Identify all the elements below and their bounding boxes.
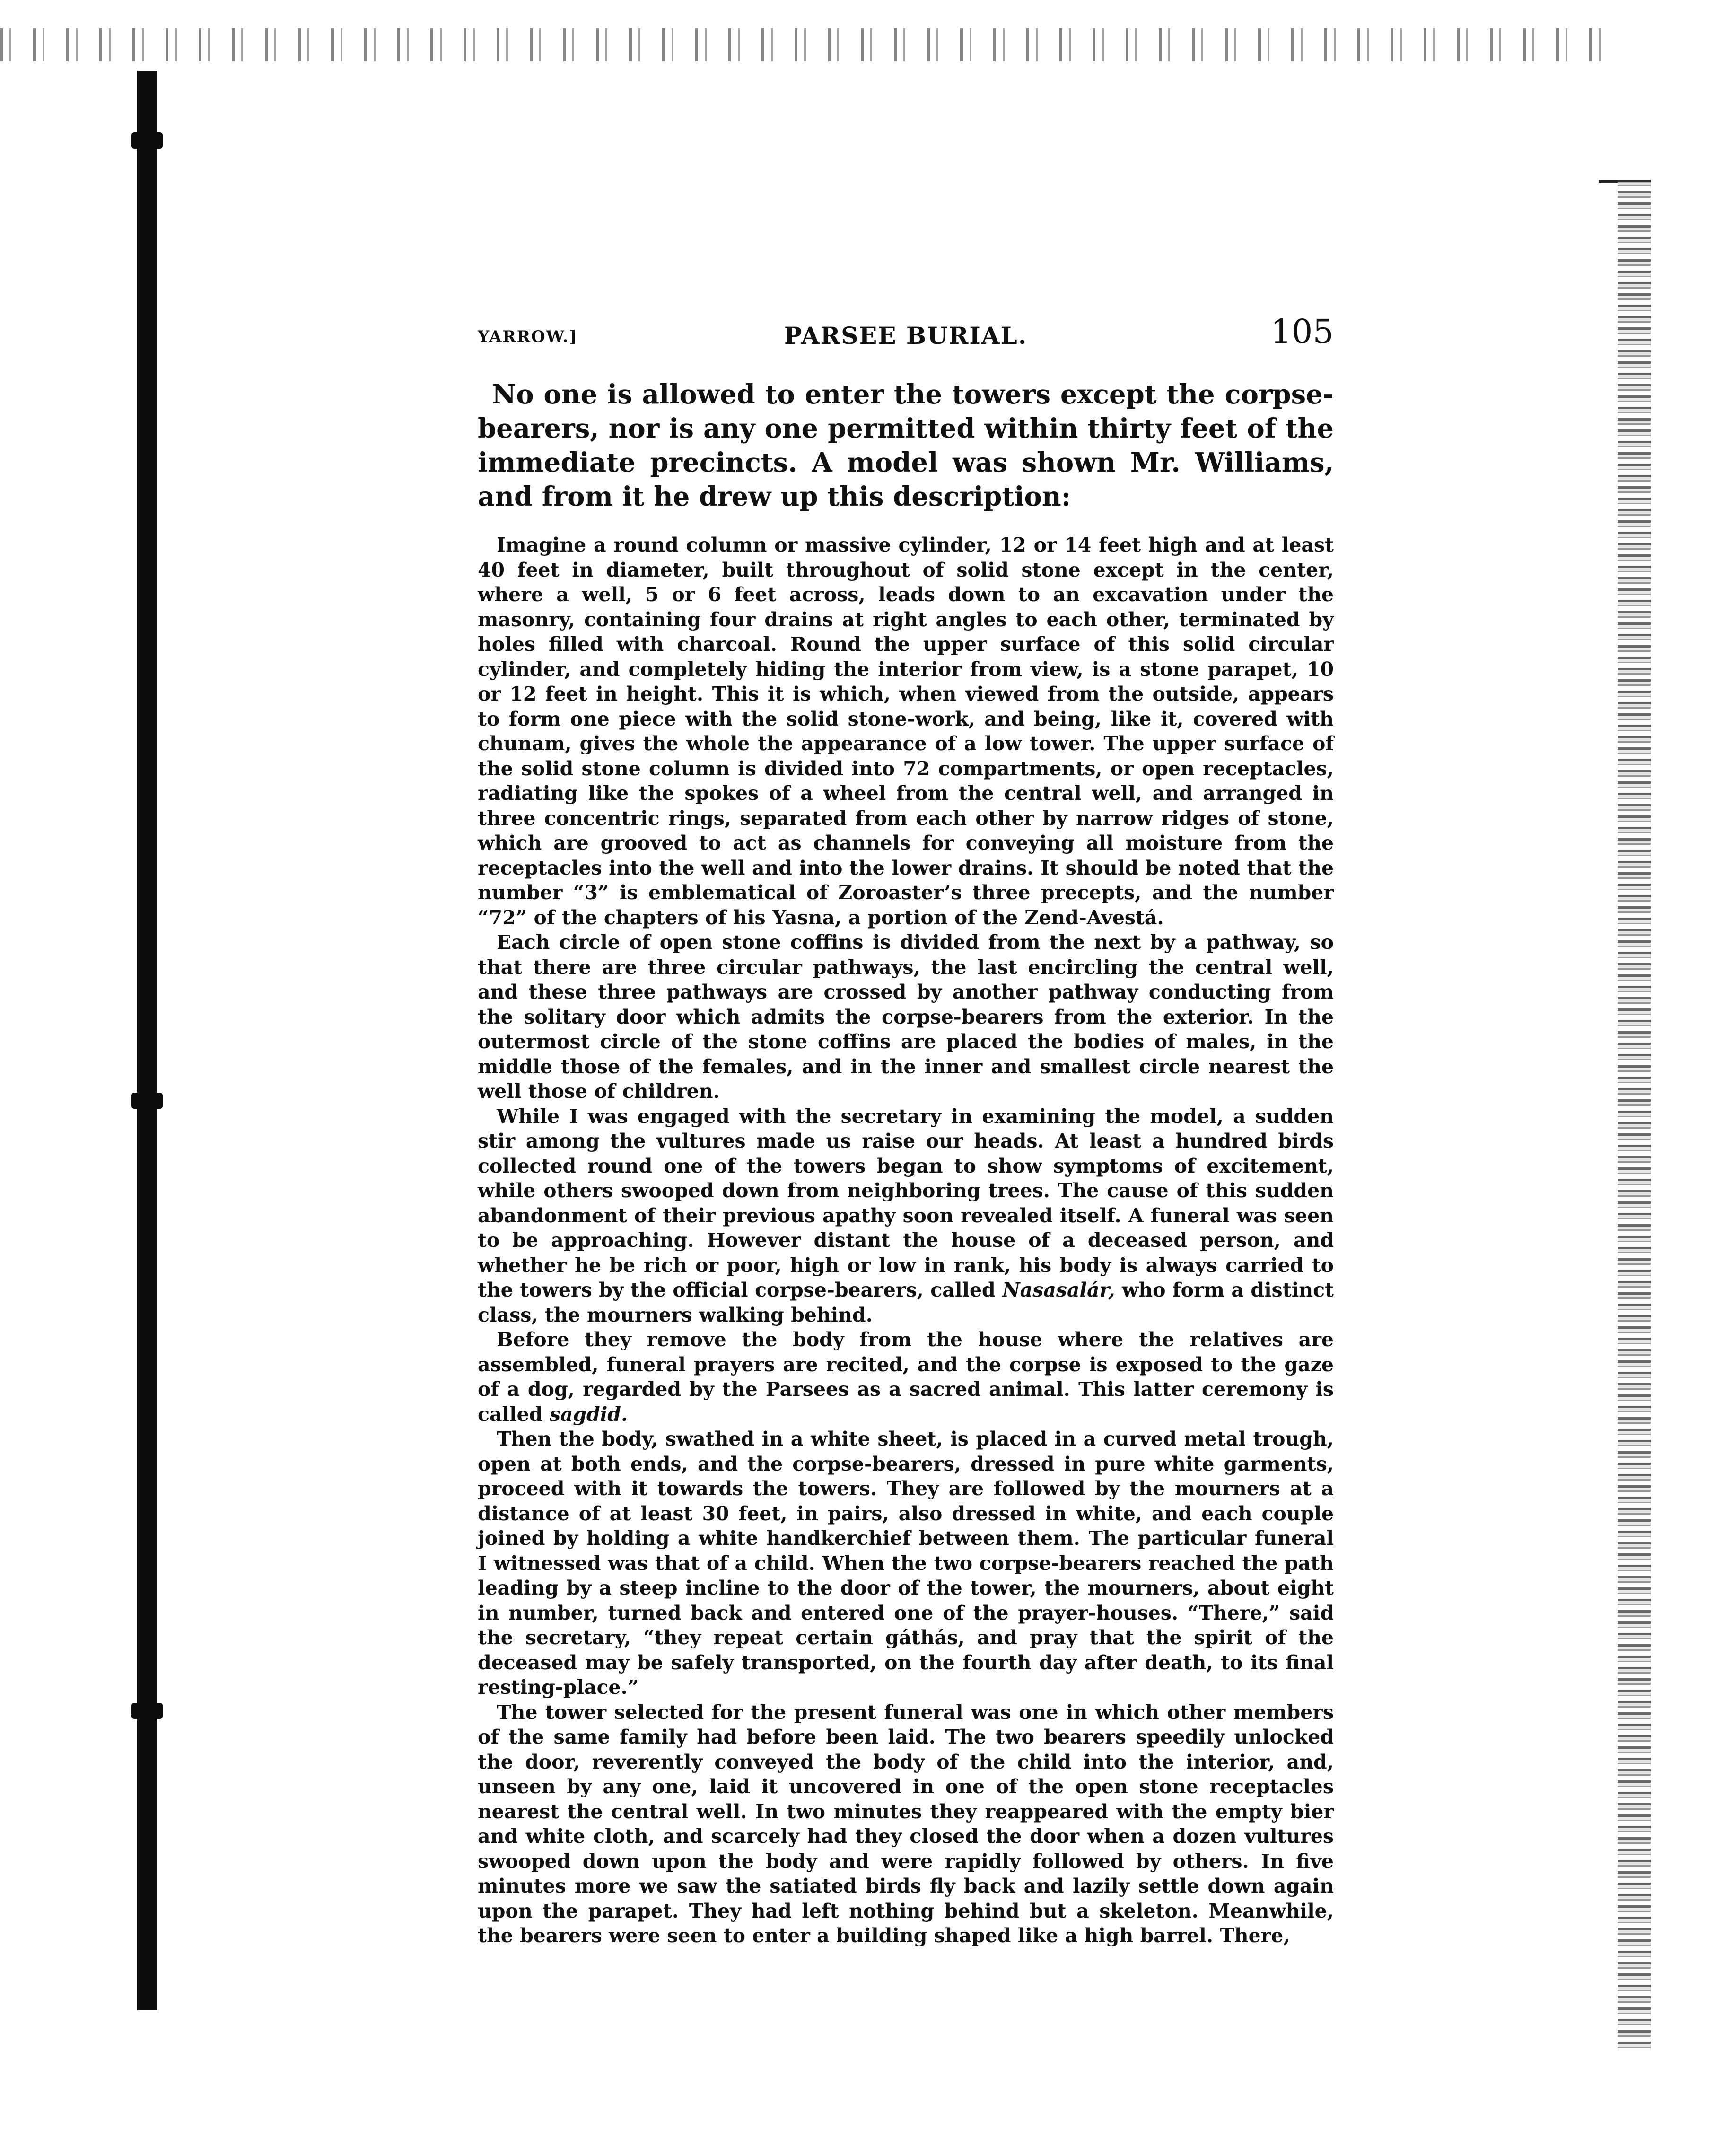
paragraph-4-text: Before they remove the body from the house where the relatives are assembled, funeral prayers are recited, and the corpse is exposed to the gaze of a dog, regarded by the Parsees as a sacred animal. This latter ceremony is called xyxy=(478,1328,1334,1426)
paragraph-5: Then the body, swathed in a white sheet, is placed in a curved metal trough, open at both ends, and the corpse-bearers, dressed in pure white garments, proceed with it towards the towers. They are followed by the mourners at a distance of at least 30 feet, in pairs, also dressed in white, and each couple joined by holding a white handkerchief between them. The particular funeral I witnessed was that of a child. When the two corpse-bearers reached the path leading by a steep incline to the door of the tower, the mourners, about eight in number, turned back and entered one of the prayer-houses. “There,” said the secretary, “they repeat certain gáthás, and pray that the spirit of the deceased may be safely transported, on the fourth day after death, to its final resting-place.” xyxy=(478,1428,1334,1699)
paragraph-3-text: While I was engaged with the secretary in examining the model, a sudden stir among the vultures made us raise our heads. At least a hundred birds collected round one of the towers began to show symptoms of excitement, while others swooped down from neighboring trees. The cause of this sudden abandonment of their previous apathy soon revealed itself. A funeral was seen to be approaching. However distant the house of a deceased person, and whether he be rich or poor, high or low in rank, his body is always carried to the towers by the official corpse-bearers, called xyxy=(478,1104,1334,1301)
scan-edge-right xyxy=(1618,180,1651,2048)
quoted-description xyxy=(478,533,1334,1948)
running-head-title: PARSEE BURIAL. xyxy=(784,322,1028,350)
lead-paragraph: No one is allowed to enter the towers except the corpse-bearers, nor is any one permitted within thirty feet of the immediate precincts. A model was shown Mr. Williams, and from it he drew up this description: xyxy=(478,379,1334,512)
term-nasasalar: Nasasalár, xyxy=(1002,1279,1115,1301)
binding-knob xyxy=(131,1703,163,1719)
paragraph-6: The tower selected for the present funeral was one in which other members of the same family had before been laid. The two bearers speedily unlocked the door, reverently conveyed the body of the child into the interior, and, unseen by any one, laid it uncovered in one of the open stone receptacles nearest the central well. In two minutes they reappeared with the empty bier and white cloth, and scarcely had they closed the door when a dozen vultures swooped down upon the body and were rapidly followed by others. In five minutes more we saw the satiated birds fly back and lazily settle down again upon the parapet. They had left nothing behind but a skeleton. Meanwhile, the bearers were seen to enter a building shaped like a high barrel. There, xyxy=(478,1700,1334,1947)
page-header xyxy=(478,312,1334,364)
binding-edge xyxy=(137,71,157,2010)
term-sagdid: sagdid. xyxy=(549,1402,628,1426)
binding-knob xyxy=(131,132,163,149)
page-number: 105 xyxy=(1270,312,1334,351)
running-head-author: YARROW.] xyxy=(478,327,578,346)
page-content xyxy=(478,312,1334,1948)
paragraph-2: Each circle of open stone coffins is divided from the next by a pathway, so that there are three circular pathways, the last encircling the central well, and these three pathways are crossed by another pathway conducting from the solitary door which admits the corpse-bearers from the exterior. In the outermost circle of the stone coffins are placed the bodies of males, in the middle those of the females, and in the inner and smallest circle nearest the well those of children. xyxy=(478,931,1334,1103)
paragraph-3 xyxy=(478,1104,1334,1328)
scan-noise-top xyxy=(0,28,1608,61)
paragraph-1: Imagine a round column or massive cylinder, 12 or 14 feet high and at least 40 feet in diameter, built throughout of solid stone except in the center, where a well, 5 or 6 feet across, leads down to an excavation under the masonry, containing four drains at right angles to each other, terminated by holes filled with charcoal. Round the upper surface of this solid circular cylinder, and completely hiding the interior from view, is a stone parapet, 10 or 12 feet in height. This it is which, when viewed from the outside, appears to form one piece with the solid stone-work, and being, like it, covered with chunam, gives the whole the appearance of a low tower. The upper surface of the solid stone column is divided into 72 compartments, or open receptacles, radiating like the spokes of a wheel from the central well, and arranged in three concentric rings, separated from each other by narrow ridges of stone, which are grooved to act as channels for conveying all moisture from the receptacles into the well and into the lower drains. It should be noted that the number “3” is emblematical of Zoroaster’s three precepts, and the number “72” of the chapters of his Yasna, a portion of the Zend-Avestá. xyxy=(478,534,1334,929)
binding-knob xyxy=(131,1093,163,1109)
paragraph-4 xyxy=(478,1327,1334,1427)
paragraph-3-end: who form a distinct class, the mourners walking behind. xyxy=(478,1279,1334,1326)
